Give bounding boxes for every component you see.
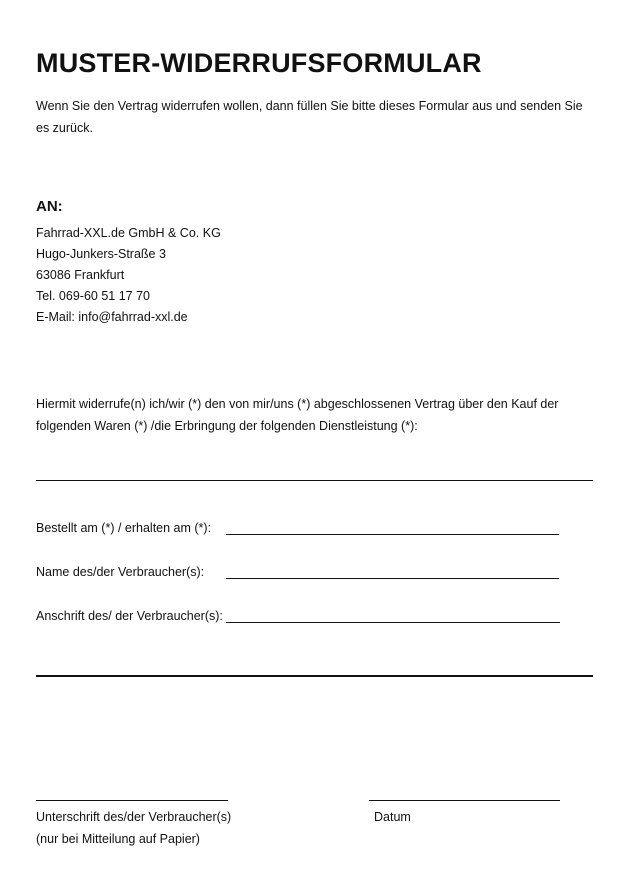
recipient-email: E-Mail: info@fahrrad-xxl.de: [36, 310, 188, 324]
signature-note: (nur bei Mitteilung auf Papier): [36, 832, 200, 846]
withdrawal-statement: Hiermit widerrufe(n) ich/wir (*) den von mir/uns (*) abgeschlossenen Vertrag über den Kauf der folgenden Waren (*) /die Erbringung der folgenden Dienstleistung (*):: [36, 397, 559, 433]
recipient-city: 63086 Frankfurt: [36, 268, 125, 282]
recipient-street: Hugo-Junkers-Straße 3: [36, 247, 166, 261]
page-title: MUSTER-WIDERRUFSFORMULAR: [36, 48, 482, 78]
intro-text: Wenn Sie den Vertrag widerrufen wollen, dann füllen Sie bitte dieses Formular aus und senden Sie es zurück.: [36, 99, 583, 135]
date-label: Datum: [374, 810, 411, 824]
recipient-company: Fahrrad-XXL.de GmbH & Co. KG: [36, 226, 221, 240]
date-line[interactable]: [369, 800, 560, 801]
address-continuation-line[interactable]: [36, 675, 593, 677]
ordered-received-line[interactable]: [226, 534, 559, 535]
recipient-label: AN:: [36, 198, 63, 215]
consumer-name-line[interactable]: [226, 578, 559, 579]
consumer-address-line[interactable]: [226, 622, 560, 623]
ordered-received-label: Bestellt am (*) / erhalten am (*):: [36, 521, 212, 535]
consumer-address-label: Anschrift des/ der Verbraucher(s):: [36, 609, 223, 623]
goods-entry-line[interactable]: [36, 480, 593, 481]
signature-line[interactable]: [36, 800, 228, 801]
signature-label: Unterschrift des/der Verbraucher(s): [36, 810, 232, 824]
recipient-phone: Tel. 069-60 51 17 70: [36, 289, 150, 303]
consumer-name-label: Name des/der Verbraucher(s):: [36, 565, 205, 579]
